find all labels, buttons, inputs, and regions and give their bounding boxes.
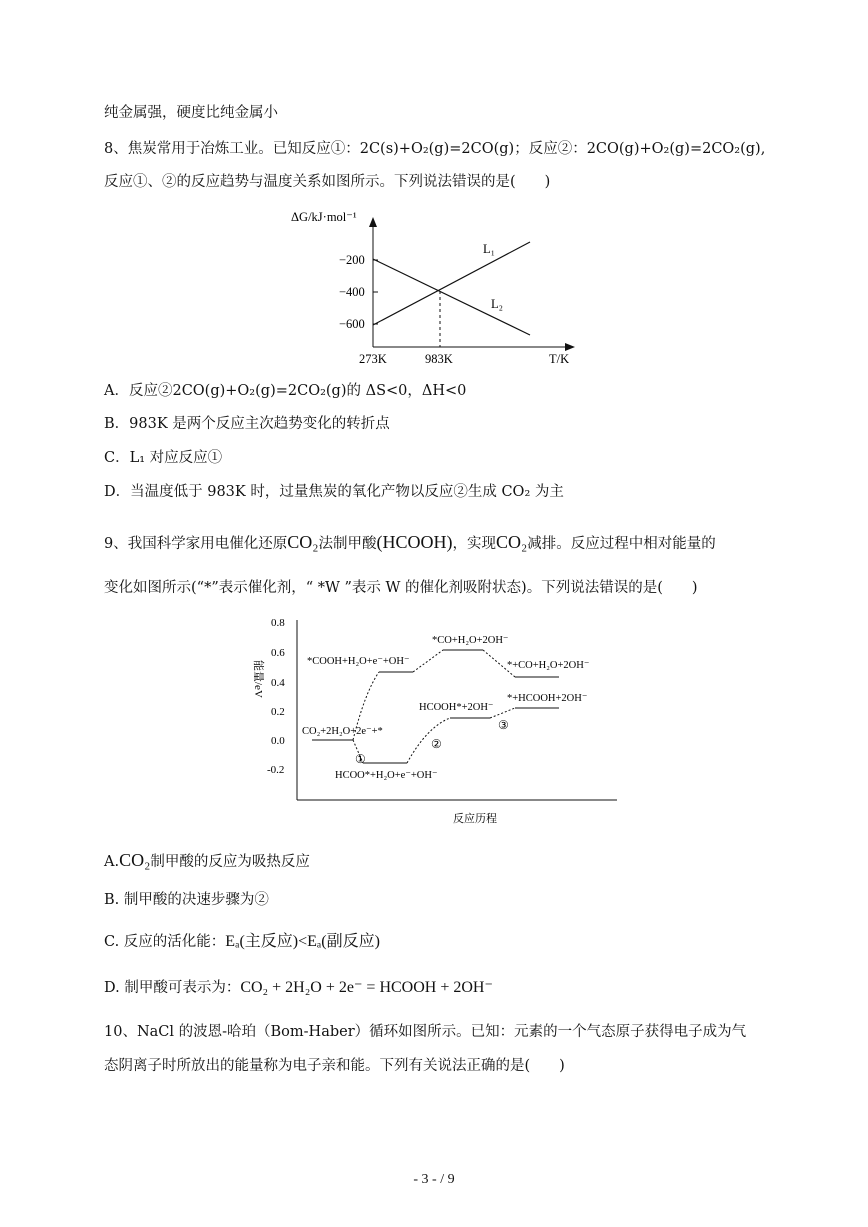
q8-stem-line2: 反应①、②的反应趋势与温度关系如图所示。下列说法错误的是( ) — [104, 174, 551, 190]
q8-x-axis-label: T/K — [549, 352, 570, 366]
q9-label-s3up: *CO+H₂O+2OH⁻ — [432, 635, 509, 646]
q9-chart — [245, 612, 630, 832]
q10-stem-line2: 态阴离子时所放出的能量称为电子亲和能。下列有关说法正确的是( ) — [104, 1058, 565, 1074]
q9-marker-3: ③ — [498, 718, 509, 732]
q9-label-s0: CO₂+2H₂O+2e⁻+* — [302, 726, 383, 737]
q9-option-c-math: Eₐ(主反应)<Eₐ(副反应) — [225, 933, 380, 950]
q8-label-L1: L₁ — [483, 242, 495, 256]
q10-stem-line1: 10、NaCl 的波恩-哈珀（Bom-Haber）循环如图所示。已知：元素的一个气态原子获得电子成为气 — [104, 1024, 747, 1040]
q9-hcooh: (HCOOH) — [376, 532, 453, 552]
q9-y-axis-label: 能量/eV — [252, 660, 264, 698]
q9-co2: CO₂ — [287, 532, 319, 552]
q8-y-axis-label: ΔG/kJ·mol⁻¹ — [291, 210, 357, 224]
top-line: 纯金属强，硬度比纯金属小 — [104, 105, 278, 121]
q9-stem-line1 — [104, 532, 716, 554]
q8-chart — [285, 205, 585, 370]
q9-marker-2: ② — [431, 737, 442, 751]
q9-label-s1: HCOO*+H₂O+e⁻+OH⁻ — [335, 770, 438, 781]
q9-ytick-0.6: 0.6 — [271, 647, 285, 659]
q8-line-L2 — [373, 259, 530, 335]
q9-option-a-co2: CO₂ — [119, 850, 151, 870]
q9-x-axis-label: 反应历程 — [453, 813, 497, 825]
q8-option-b: B．983K 是两个反应主次趋势变化的转折点 — [104, 416, 390, 432]
q8-ytick-200: −200 — [339, 253, 365, 267]
q9-option-c-prefix: C. 反应的活化能： — [104, 934, 226, 950]
q8-option-c: C．L₁ 对应反应① — [104, 450, 223, 466]
q9-label-s3: *+HCOOH+2OH⁻ — [507, 693, 588, 704]
page-number: - 3 - / 9 — [413, 1172, 455, 1187]
q9-text-d: 减排。反应过程中相对能量的 — [527, 536, 716, 552]
q8-ytick-400: −400 — [339, 285, 365, 299]
q9-option-d — [104, 978, 493, 998]
q8-xtick-273: 273K — [359, 352, 387, 366]
q9-label-s2: HCOOH*+2OH⁻ — [419, 702, 494, 713]
q9-ytick-0.2: 0.2 — [271, 706, 285, 718]
q9-text-b: 法制甲酸 — [318, 536, 377, 552]
q9-option-d-prefix: D. 制甲酸可表示为： — [104, 980, 241, 996]
q9-co2b: CO₂ — [496, 532, 528, 552]
q9-option-c — [104, 932, 380, 952]
q9-ytick-0.0: 0.0 — [271, 735, 285, 747]
q8-stem-line1: 8、焦炭常用于冶炼工业。已知反应①：2C(s)+O₂(g)=2CO(g)；反应②：2CO(g)+O₂(g)=2CO₂(g), — [104, 141, 766, 157]
q9-ytick-0.8: 0.8 — [271, 617, 285, 629]
q8-xtick-983: 983K — [425, 352, 453, 366]
q9-text-a: 9、我国科学家用电催化还原 — [104, 536, 288, 552]
q9-text-c: ，实现 — [452, 536, 497, 552]
q9-option-a — [104, 850, 310, 872]
q9-marker-1: ① — [355, 752, 366, 766]
q9-option-b: B. 制甲酸的决速步骤为② — [104, 892, 269, 908]
q8-label-L2: L₂ — [491, 297, 503, 311]
q9-ytick-0.4: 0.4 — [271, 677, 285, 689]
q9-option-a-prefix: A. — [104, 854, 120, 870]
q9-label-s4up: *+CO+H₂O+2OH⁻ — [507, 660, 590, 671]
q9-label-s2up: *COOH+H₂O+e⁻+OH⁻ — [307, 656, 410, 667]
q8-line-L1 — [373, 242, 530, 325]
q9-option-a-text: 制甲酸的反应为吸热反应 — [150, 854, 310, 870]
q8-option-d: D．当温度低于 983K 时，过量焦炭的氧化产物以反应②生成 CO₂ 为主 — [104, 484, 564, 500]
q8-option-a: A．反应②2CO(g)+O₂(g)=2CO₂(g)的 ΔS<0，ΔH<0 — [104, 383, 467, 399]
q9-option-d-math: CO₂ + 2H₂O + 2e⁻ = HCOOH + 2OH⁻ — [240, 979, 493, 996]
q9-stem-line2: 变化如图所示(“*”表示催化剂，“ *W ”表示 W 的催化剂吸附状态)。下列说法错误的是( ) — [104, 580, 698, 596]
q8-ytick-600: −600 — [339, 317, 365, 331]
q9-ytick-neg0.2: -0.2 — [267, 764, 285, 776]
